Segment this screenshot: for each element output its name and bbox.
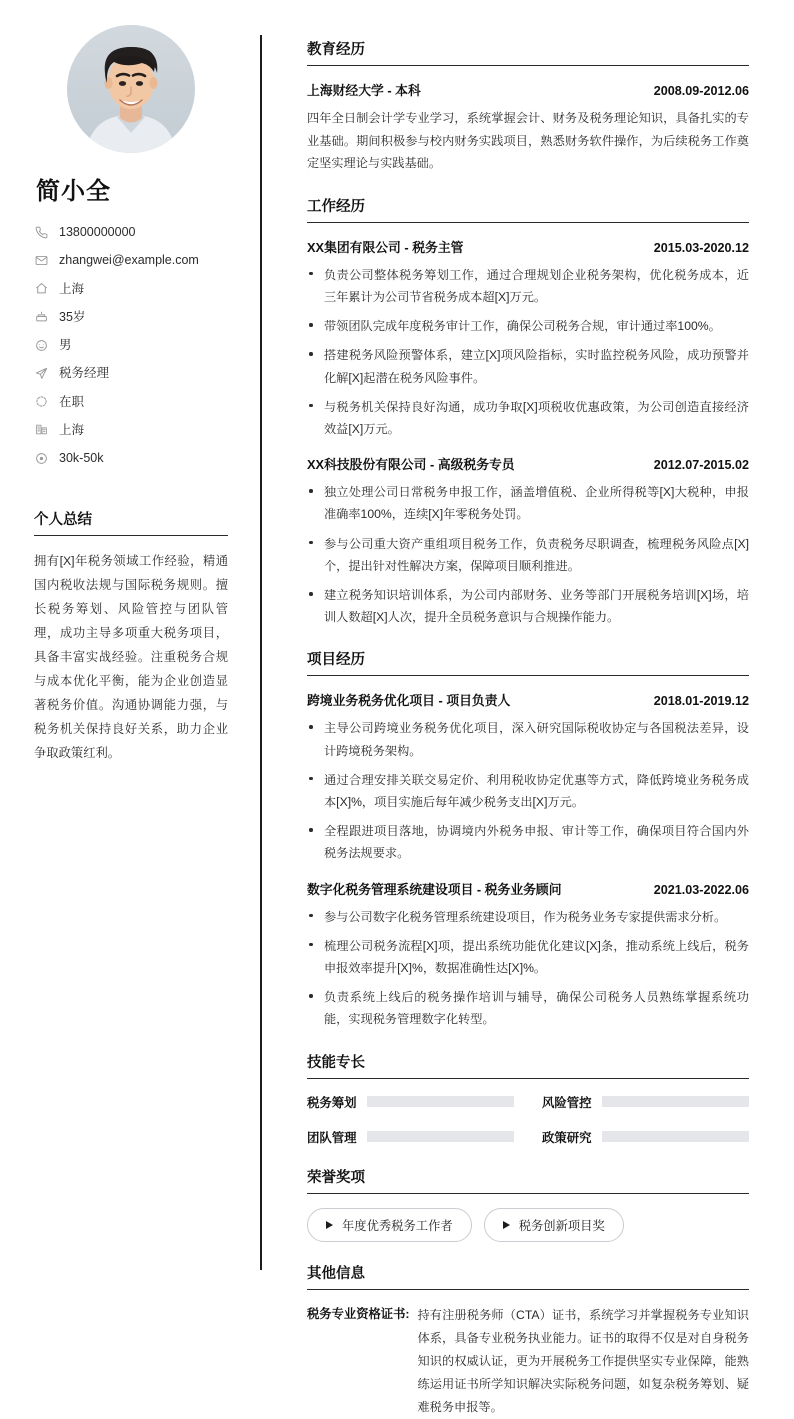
list-item: 全程跟进项目落地，协调境内外税务申报、审计等工作，确保项目符合国内外税务法规要求。 [307, 820, 749, 864]
contact-salary [34, 450, 228, 466]
section-work [307, 195, 749, 629]
contact-value: 13800000000 [59, 225, 136, 239]
summary-heading: 个人总结 [34, 508, 228, 536]
award-label: 税务创新项目奖 [518, 1218, 605, 1233]
skill-row [542, 1128, 749, 1146]
cake-icon [34, 310, 48, 324]
skill-row [542, 1093, 749, 1111]
main-column [262, 0, 794, 1415]
work-entry [307, 237, 749, 440]
award-label: 年度优秀税务工作者 [342, 1218, 453, 1233]
paper-plane-icon [34, 366, 48, 380]
other-info-text: 持有注册税务师（CTA）证书，系统学习并掌握税务专业知识体系，具备专业税务执业能力。证书的取得不仅是对自身税务知识的权威认证，更为开展税务工作提供坚实专业保障，能熟练运用证书所学知识解决实际税务问题，如复杂税务筹划、疑难税务申报等。 [417, 1307, 749, 1415]
contact-city [34, 422, 228, 438]
award-badge[interactable] [307, 1208, 472, 1242]
award-badge[interactable] [484, 1208, 624, 1242]
person-name: 简小全 [36, 178, 111, 205]
phone-icon [34, 225, 48, 239]
section-skills [307, 1051, 749, 1146]
contact-value: 30k-50k [59, 451, 104, 465]
contact-value: 上海 [59, 422, 85, 437]
entry-header [307, 454, 749, 473]
bullet-list [307, 481, 749, 628]
contact-value: 在职 [59, 394, 85, 409]
gender-icon [34, 338, 48, 352]
building-icon [34, 423, 48, 437]
section-heading-awards: 荣誉奖项 [307, 1166, 749, 1194]
entry-date: 2008.09-2012.06 [653, 84, 749, 98]
project-entry [307, 879, 749, 1031]
contact-value: 35岁 [59, 309, 86, 324]
skill-label: 团队管理 [307, 1130, 357, 1145]
section-other-info [307, 1262, 749, 1419]
skill-progress-bar [367, 1096, 514, 1107]
section-heading-projects: 项目经历 [307, 648, 749, 676]
bullet-list [307, 717, 749, 864]
section-education [307, 38, 749, 175]
contact-hometown [34, 281, 228, 297]
section-heading-other: 其他信息 [307, 1262, 749, 1290]
entry-header [307, 879, 749, 898]
project-entry [307, 690, 749, 864]
entry-title: 上海财经大学 - 本科 [307, 83, 421, 98]
summary-text: 拥有[X]年税务领域工作经验，精通国内税收法规与国际税务规则。擅长税务筹划、风险管控与团队管理，成功主导多项重大税务项目，具备丰富实战经验。注重税务合规与成本优化平衡，能为企业创造显著税务价值。沟通协调能力强，与税务机关保持良好关系，助力企业争取政策红利。 [34, 554, 228, 760]
entry-title: XX科技股份有限公司 - 高级税务专员 [307, 457, 515, 473]
other-info-label: 税务专业资格证书: [307, 1306, 410, 1321]
skill-label: 税务筹划 [307, 1095, 357, 1110]
education-entry [307, 80, 749, 175]
list-item: 与税务机关保持良好沟通，成功争取[X]项税收优惠政策，为公司创造直接经济效益[X]万元。 [307, 396, 749, 440]
list-item: 主导公司跨境业务税务优化项目，深入研究国际税收协定与各国税法差异，设计跨境税务架构。 [307, 717, 749, 761]
entry-date: 2021.03-2022.06 [653, 882, 749, 897]
list-item: 梳理公司税务流程[X]项，提出系统功能优化建议[X]条，推动系统上线后，税务申报效率提升[X]%，数据准确性达[X]%。 [307, 935, 749, 979]
list-item: 建立税务知识培训体系，为公司内部财务、业务等部门开展税务培训[X]场，培训人数超[X]人次，提升全员税务意识与合规操作能力。 [307, 584, 749, 628]
coin-icon [34, 451, 48, 465]
sidebar [0, 0, 262, 1298]
contact-gender [34, 337, 228, 353]
contact-email [34, 252, 228, 268]
list-item: 带领团队完成年度税务审计工作，确保公司税务合规，审计通过率100%。 [307, 315, 749, 337]
entry-title: 跨境业务税务优化项目 - 项目负责人 [307, 693, 511, 709]
skill-progress-bar [602, 1096, 749, 1107]
refresh-icon [34, 395, 48, 409]
work-entry [307, 454, 749, 628]
award-list [307, 1208, 749, 1242]
contact-value: zhangwei@example.com [59, 253, 199, 268]
bullet-list [307, 264, 749, 440]
entry-title: 数字化税务管理系统建设项目 - 税务业务顾问 [307, 881, 562, 897]
home-icon [34, 282, 48, 296]
contact-value: 上海 [59, 281, 85, 296]
section-heading-work: 工作经历 [307, 195, 749, 223]
list-item: 参与公司重大资产重组项目税务工作，负责税务尽职调查，梳理税务风险点[X]个，提出针对性解决方案，保障项目顺利推进。 [307, 533, 749, 577]
avatar-wrapper [34, 25, 228, 153]
list-item: 搭建税务风险预警体系，建立[X]项风险指标，实时监控税务风险，成功预警并化解[X]起潜在税务风险事件。 [307, 344, 749, 388]
entry-header [307, 690, 749, 709]
section-heading-education: 教育经历 [307, 38, 749, 66]
entry-header [307, 237, 749, 256]
play-triangle-icon [326, 1221, 333, 1229]
contact-value: 男 [59, 338, 72, 352]
contact-phone [34, 224, 228, 240]
entry-title: XX集团有限公司 - 税务主管 [307, 239, 464, 255]
list-item: 参与公司数字化税务管理系统建设项目，作为税务业务专家提供需求分析。 [307, 906, 749, 928]
list-item: 负责系统上线后的税务操作培训与辅导，确保公司税务人员熟练掌握系统功能，实现税务管理数字化转型。 [307, 986, 749, 1030]
skill-row [307, 1128, 514, 1146]
contact-position [34, 365, 228, 381]
entry-header [307, 80, 749, 99]
contact-status [34, 394, 228, 410]
section-heading-skills: 技能专长 [307, 1051, 749, 1079]
skill-row [307, 1093, 514, 1111]
avatar [67, 25, 195, 153]
entry-description: 四年全日制会计学专业学习，系统掌握会计、财务及税务理论知识，具备扎实的专业基础。期间积极参与校内财务实践项目，熟悉财务软件操作，为后续税务工作奠定坚实理论与实践基础。 [307, 111, 749, 171]
list-item: 负责公司整体税务筹划工作，通过合理规划企业税务架构，优化税务成本，近三年累计为公司节省税务成本超[X]万元。 [307, 264, 749, 308]
skill-progress-bar [367, 1131, 514, 1142]
envelope-icon [34, 253, 48, 267]
skill-label: 风险管控 [542, 1095, 592, 1110]
skill-label: 政策研究 [542, 1130, 592, 1145]
list-item: 通过合理安排关联交易定价、利用税收协定优惠等方式，降低跨境业务税务成本[X]%，项目实施后每年减少税务支出[X]万元。 [307, 769, 749, 813]
entry-date: 2012.07-2015.02 [653, 458, 749, 473]
contact-list [34, 224, 228, 466]
skill-progress-bar [602, 1131, 749, 1142]
contact-age [34, 309, 228, 325]
entry-date: 2015.03-2020.12 [653, 240, 749, 255]
other-info-row [307, 1304, 749, 1419]
entry-date: 2018.01-2019.12 [653, 694, 749, 709]
contact-value: 税务经理 [59, 366, 110, 381]
section-projects [307, 648, 749, 1030]
bullet-list [307, 906, 749, 1031]
portrait-photo-icon [67, 25, 195, 153]
section-awards [307, 1166, 749, 1242]
list-item: 独立处理公司日常税务申报工作，涵盖增值税、企业所得税等[X]大税种，申报准确率100%，连续[X]年零税务处罚。 [307, 481, 749, 525]
skill-grid [307, 1093, 749, 1146]
play-triangle-icon [503, 1221, 510, 1229]
